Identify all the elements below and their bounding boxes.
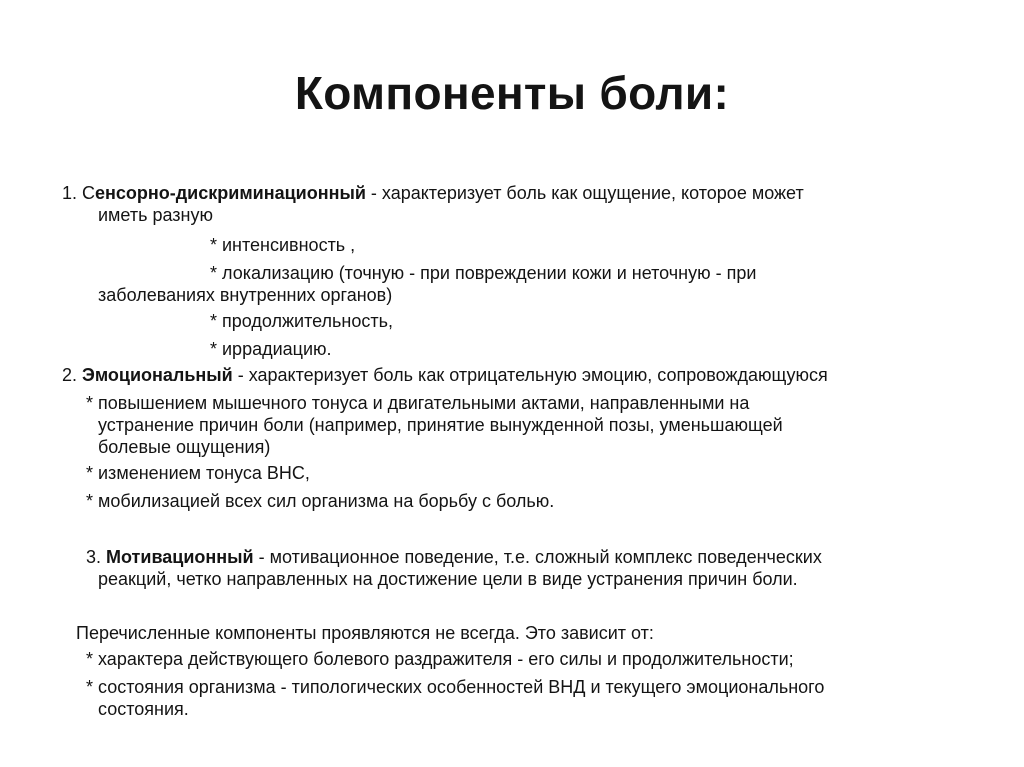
sensory-bullet-intensity: * интенсивность , — [210, 235, 356, 255]
conclusion-bullet-organism: * состояния организма - типологических особенностей ВНД и текущего эмоционального — [86, 677, 825, 697]
emotional-bullet-muscle-tone-cont2: болевые ощущения) — [98, 437, 271, 457]
emotional-heading-line — [62, 364, 828, 386]
emotional-bullet-muscle-tone-cont1: устранение причин боли (например, принятие вынужденной позы, уменьшающей — [98, 415, 783, 435]
sensory-term: енсорно-дискриминационный — [95, 183, 366, 203]
sensory-bullet-duration: * продолжительность, — [210, 311, 394, 331]
emotional-bullet-ans: * изменением тонуса ВНС, — [86, 463, 310, 483]
motivational-prefix: 3. — [86, 547, 107, 567]
emotional-description: - характеризует боль как отрицательную эмоцию, сопровождающуюся — [232, 365, 828, 385]
conclusion-intro: Перечисленные компоненты проявляются не всегда. Это зависит от: — [76, 623, 654, 643]
sensory-prefix: 1. С — [62, 183, 96, 203]
motivational-description-cont: реакций, четко направленных на достижение цели в виде устранения причин боли. — [98, 569, 798, 589]
emotional-term: Эмоциональный — [82, 365, 233, 385]
motivational-description: - мотивационное поведение, т.е. сложный комплекс поведенческих — [253, 547, 822, 567]
sensory-heading-line — [62, 182, 804, 204]
emotional-prefix: 2. — [62, 365, 83, 385]
sensory-bullet-localization: * локализацию (точную - при повреждении кожи и неточную - при — [210, 263, 757, 283]
motivational-heading-line — [86, 546, 822, 568]
conclusion-bullet-stimulus: * характера действующего болевого раздражителя - его силы и продолжительности; — [86, 649, 794, 669]
motivational-term: Мотивационный — [106, 547, 254, 567]
sensory-description: - характеризует боль как ощущение, которое может — [365, 183, 804, 203]
emotional-bullet-muscle-tone: * повышением мышечного тонуса и двигательными актами, направленными на — [86, 393, 750, 413]
sensory-bullet-irradiation: * иррадиацию. — [210, 339, 332, 359]
slide-title: Компоненты боли: — [294, 67, 730, 119]
conclusion-bullet-organism-cont: состояния. — [98, 699, 189, 719]
sensory-description-cont: иметь разную — [98, 205, 213, 225]
emotional-bullet-mobilization: * мобилизацией всех сил организма на борьбу с болью. — [86, 491, 555, 511]
sensory-bullet-localization-cont: заболеваниях внутренних органов) — [98, 285, 393, 305]
